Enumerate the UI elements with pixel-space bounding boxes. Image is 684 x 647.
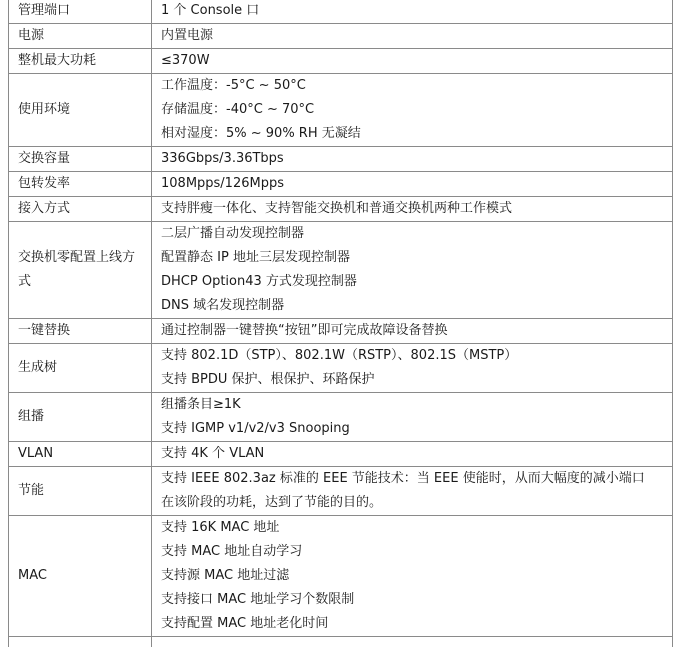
table-row <box>9 49 673 74</box>
spec-value-cell <box>152 49 673 74</box>
spec-value-line: 工作温度：-5°C ~ 50°C <box>161 78 306 93</box>
spec-name-cell: 使用环境 <box>9 74 152 147</box>
spec-value-line: 1 个 Console 口 <box>161 3 260 18</box>
table-row <box>9 319 673 344</box>
spec-value-cell <box>152 147 673 172</box>
spec-value-cell <box>152 442 673 467</box>
spec-table <box>8 0 673 647</box>
spec-value-line: 支持 4K 个 VLAN <box>161 446 265 461</box>
spec-value-line: DNS 域名发现控制器 <box>161 298 285 313</box>
spec-value-line: 存储温度：-40°C ~ 70°C <box>161 102 315 117</box>
table-row <box>9 442 673 467</box>
spec-value-cell <box>152 222 673 319</box>
spec-name-cell: 包转发率 <box>9 172 152 197</box>
table-row <box>9 24 673 49</box>
spec-name-cell: 接入方式 <box>9 197 152 222</box>
spec-value-cell <box>152 637 673 647</box>
spec-value-line: 336Gbps/3.36Tbps <box>161 151 284 166</box>
spec-value-line: 配置静态 IP 地址三层发现控制器 <box>161 250 350 265</box>
spec-value-line: 相对湿度：5% ~ 90% RH 无凝结 <box>161 126 361 141</box>
spec-value-line: 组播条目≥1K <box>161 397 241 412</box>
spec-name-cell <box>9 637 152 647</box>
spec-name-cell: 节能 <box>9 467 152 516</box>
spec-name-cell: 整机最大功耗 <box>9 49 152 74</box>
spec-name-cell: 交换机零配置上线方式 <box>9 222 152 319</box>
table-row <box>9 344 673 393</box>
spec-value-line: 内置电源 <box>161 28 214 43</box>
spec-value-cell <box>152 172 673 197</box>
spec-value-cell <box>152 74 673 147</box>
spec-value-line: 支持 BPDU 保护、根保护、环路保护 <box>161 372 375 387</box>
table-row <box>9 222 673 319</box>
spec-value-cell <box>152 516 673 637</box>
spec-value-line: DHCP Option43 方式发现控制器 <box>161 274 357 289</box>
spec-table-body <box>9 0 673 647</box>
spec-name-cell: MAC <box>9 516 152 637</box>
spec-value-cell <box>152 319 673 344</box>
spec-name-cell: 组播 <box>9 393 152 442</box>
spec-value-line: 支持 16K MAC 地址 <box>161 520 280 535</box>
table-row <box>9 172 673 197</box>
spec-name-cell: 交换容量 <box>9 147 152 172</box>
spec-name-cell: 生成树 <box>9 344 152 393</box>
spec-value-line: ≤370W <box>161 53 210 68</box>
spec-value-line: 支持 802.1D（STP）、802.1W（RSTP）、802.1S（MSTP） <box>161 348 518 363</box>
table-row <box>9 516 673 637</box>
table-row-cutoff <box>9 637 673 647</box>
spec-name-cell: 电源 <box>9 24 152 49</box>
spec-value-line: 支持源 MAC 地址过滤 <box>161 568 290 583</box>
spec-value-cell <box>152 393 673 442</box>
spec-value-cell <box>152 24 673 49</box>
spec-value-cell <box>152 467 673 516</box>
table-row <box>9 74 673 147</box>
spec-value-line: 支持 IGMP v1/v2/v3 Snooping <box>161 421 350 436</box>
spec-value-cell <box>152 197 673 222</box>
spec-value-line: 支持胖瘦一体化、支持智能交换机和普通交换机两种工作模式 <box>161 201 513 216</box>
spec-value-line: 二层广播自动发现控制器 <box>161 226 305 241</box>
spec-name-cell: 管理端口 <box>9 0 152 24</box>
spec-value-line: 108Mpps/126Mpps <box>161 176 284 191</box>
table-row <box>9 197 673 222</box>
table-row <box>9 147 673 172</box>
spec-name-cell: VLAN <box>9 442 152 467</box>
spec-name-cell: 一键替换 <box>9 319 152 344</box>
spec-value-line: 支持 MAC 地址自动学习 <box>161 544 303 559</box>
table-row <box>9 393 673 442</box>
table-row <box>9 0 673 24</box>
table-row <box>9 467 673 516</box>
spec-value-line: 通过控制器一键替换“按钮”即可完成故障设备替换 <box>161 323 448 338</box>
spec-value-line: 在该阶段的功耗，达到了节能的目的。 <box>161 495 383 510</box>
spec-value-cell <box>152 344 673 393</box>
spec-value-line: 支持配置 MAC 地址老化时间 <box>161 616 329 631</box>
spec-value-line: 支持 IEEE 802.3az 标准的 EEE 节能技术：当 EEE 使能时，从而大幅度的减小端口 <box>161 471 645 486</box>
spec-value-cell <box>152 0 673 24</box>
spec-value-line: 支持接口 MAC 地址学习个数限制 <box>161 592 355 607</box>
